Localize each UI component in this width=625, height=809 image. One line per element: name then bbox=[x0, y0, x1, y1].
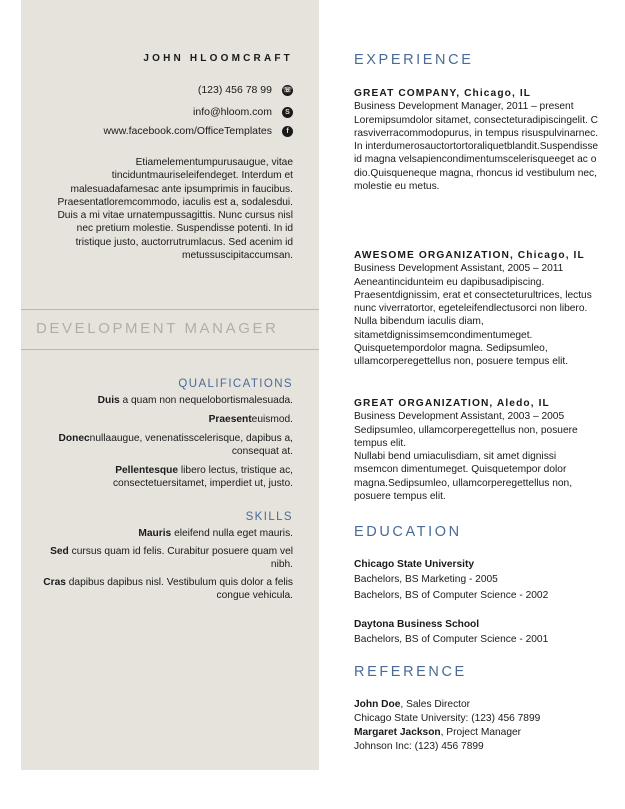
job-role: Business Development Assistant, 2003 – 2005 bbox=[354, 411, 565, 423]
degree: Bachelors, BS of Computer Science - 2002 bbox=[354, 589, 549, 601]
profile-summary: Etiamelementumpurusaugue, vitae tinciduntmauriseleifendeget. Interdum et malesuadafamesac ante ipsumprimis in faucibus. Praesentatloremcommodo, iaculis est a, sodalesdui. Duis a mi vitae urnatempussagittis. Nunc cursus nisl nec pretium molestie. Suspendisse potenti. In id tristique justo, auctorrutrumlacus. Sed acenim id metussuscipitaccumsan. bbox=[57, 157, 293, 262]
item-text: libero lectus, tristique ac, consectetuersitamet, imperdiet ut, justo. bbox=[112, 465, 293, 490]
facebook-icon: f bbox=[282, 126, 293, 137]
job-company: GREAT COMPANY, Chicago, IL bbox=[354, 88, 532, 99]
skill-item bbox=[43, 576, 293, 603]
item-lead: Cras bbox=[43, 577, 66, 588]
item-lead: Duis bbox=[97, 395, 120, 406]
job-title: DEVELOPMENT MANAGER bbox=[36, 320, 279, 337]
skill-item bbox=[43, 545, 293, 572]
item-text: euismod. bbox=[251, 414, 293, 425]
qualification-item bbox=[43, 464, 293, 491]
divider-top bbox=[21, 309, 319, 310]
sidebar bbox=[21, 0, 319, 770]
facebook-link[interactable]: www.facebook.com/OfficeTemplates bbox=[103, 125, 272, 137]
qualification-item bbox=[43, 413, 293, 426]
job-role: Business Development Assistant, 2005 – 2011 bbox=[354, 263, 564, 275]
reference-title: , Project Manager bbox=[440, 726, 522, 738]
item-lead: Mauris bbox=[138, 528, 172, 539]
contact-facebook bbox=[33, 125, 293, 137]
contact-phone bbox=[33, 84, 293, 96]
email-link[interactable]: info@hloom.com bbox=[193, 106, 272, 118]
education-entry bbox=[354, 618, 599, 647]
job-description: Loremipsumdolor sitamet, consecteturadipiscingelit. Crasviverracommodopurus, in tempus risuspulvinarnec. In interdumerosauctortortoraliquetblandit.Suspendisse id magna velsapiencondimentumscelerisqueeget ac odio.Quisqueneque magna, rhoncus id vestibulum nec, molestie eu metus. bbox=[354, 114, 599, 193]
qualification-item bbox=[43, 394, 293, 407]
job-entry bbox=[354, 397, 599, 503]
item-lead: Pellentesque bbox=[115, 465, 179, 476]
job-company: GREAT ORGANIZATION, Aledo, IL bbox=[354, 398, 550, 409]
reference-contact: Johnson Inc: (123) 456 7899 bbox=[354, 740, 484, 752]
item-text: dapibus dapibus nisl. Vestibulum quis dolor a felis congue vehicula. bbox=[65, 577, 293, 602]
job-company: AWESOME ORGANIZATION, Chicago, IL bbox=[354, 250, 585, 261]
job-description: Aeneantincidunteim eu dapibusadipiscing. Praesentdignissim, erat et consecteturultrices, lectus nunc viverratortor, egeteleifendlectusorci non libero. Nulla bibendum iaculis diam, sitametdignissimsemcondimentumeget. Quisquetempordolor magna. Sedipsumleo, ullamcorperegettellus non, posuere tempus elit. bbox=[354, 276, 592, 368]
school-name: Daytona Business School bbox=[354, 619, 480, 630]
education-entry bbox=[354, 558, 599, 602]
education-heading: EDUCATION bbox=[354, 524, 462, 540]
item-lead: Praesent bbox=[208, 414, 252, 425]
phone-text[interactable]: (123) 456 78 99 bbox=[197, 84, 272, 96]
phone-icon: ☏ bbox=[283, 86, 292, 94]
qualification-item bbox=[43, 432, 293, 459]
reference-contact: Chicago State University: (123) 456 7899 bbox=[354, 713, 541, 725]
skill-item bbox=[43, 527, 293, 540]
qualifications-heading: QUALIFICATIONS bbox=[178, 378, 293, 390]
job-role: Business Development Manager, 2011 – present bbox=[354, 101, 574, 113]
reference-name: John Doe bbox=[354, 699, 401, 710]
reference-name: Margaret Jackson bbox=[354, 726, 441, 738]
degree: Bachelors, BS of Computer Science - 2001 bbox=[354, 634, 549, 646]
contact-email bbox=[33, 106, 293, 118]
job-entry bbox=[354, 87, 599, 193]
job-description-extra: Nullabi bend umiaculisdiam, sit amet dignissi msemcon dimentumeget. Quisquetempor dolor magna.Sedipsumleo, ullamcorperegettellus non, posuere tempus elit. bbox=[354, 451, 573, 503]
candidate-name: JOHN HLOOMCRAFT bbox=[143, 53, 293, 64]
experience-heading: EXPERIENCE bbox=[354, 52, 474, 68]
item-lead: Sed bbox=[50, 546, 69, 557]
job-entry bbox=[354, 249, 599, 369]
divider-bottom bbox=[21, 349, 319, 350]
degree: Bachelors, BS Marketing - 2005 bbox=[354, 574, 498, 586]
skype-icon: S bbox=[282, 107, 293, 118]
item-text: nullaaugue, venenatisscelerisque, dapibus a, consequat at. bbox=[89, 433, 293, 458]
school-name: Chicago State University bbox=[354, 559, 475, 570]
item-text: a quam non nequelobortismalesuada. bbox=[119, 395, 293, 406]
reference-title: , Sales Director bbox=[400, 699, 471, 710]
item-text: cursus quam id felis. Curabitur posuere quam vel nibh. bbox=[68, 546, 293, 571]
reference-entry bbox=[354, 698, 599, 753]
item-lead: Donec bbox=[58, 433, 90, 444]
job-description: Sedipsumleo, ullamcorperegettellus non, posuere tempus elit. bbox=[354, 424, 578, 449]
reference-heading: REFERENCE bbox=[354, 664, 467, 680]
item-text: eleifend nulla eget mauris. bbox=[171, 528, 293, 539]
skills-heading: SKILLS bbox=[245, 511, 293, 523]
